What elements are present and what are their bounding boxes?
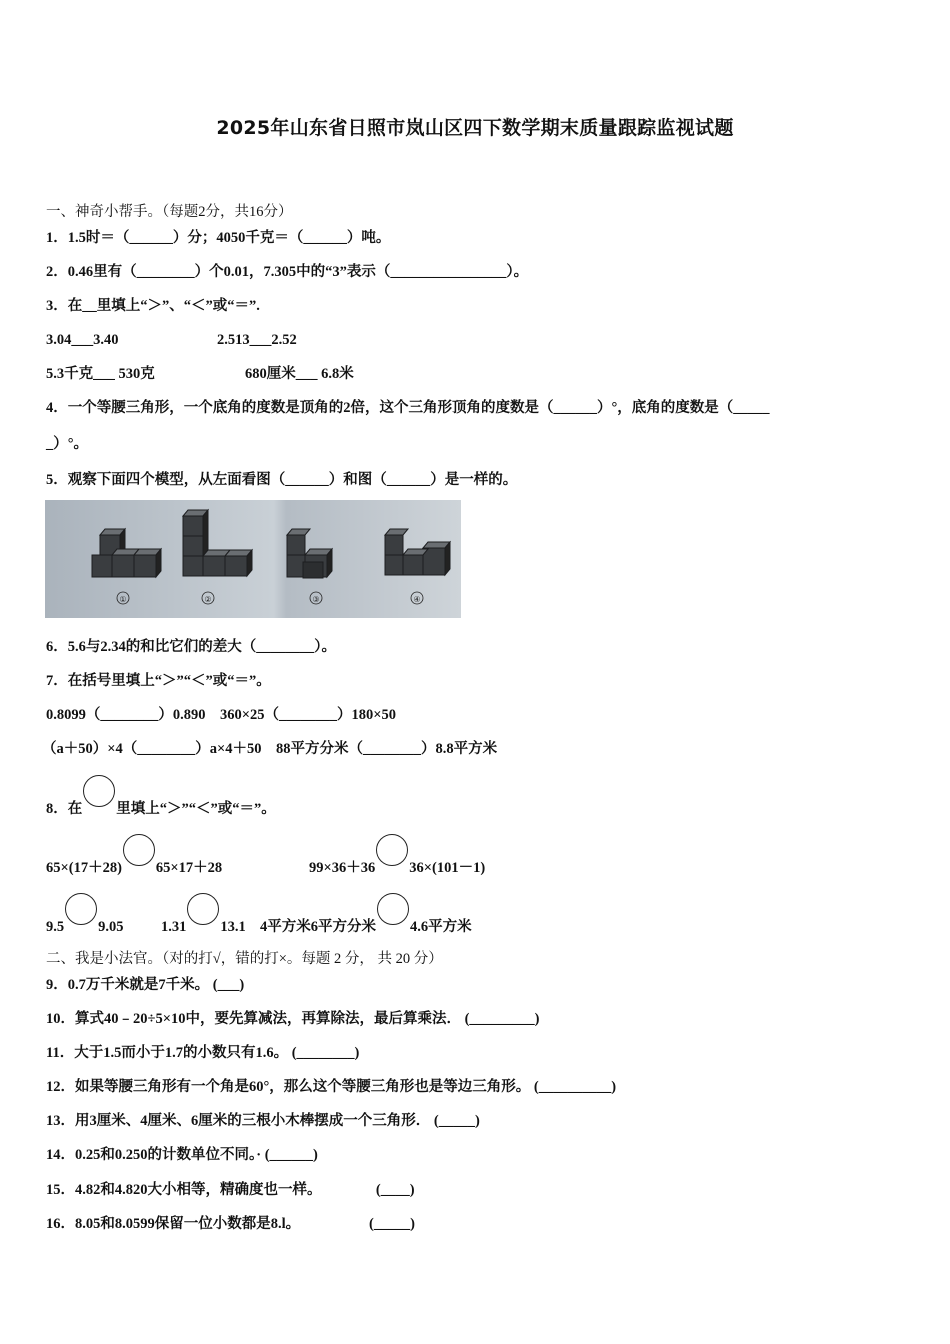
expr-right: 65×17＋28 <box>155 860 223 876</box>
page-title: 2025年山东省日照市岚山区四下数学期末质量跟踪监视试题 <box>216 117 734 139</box>
question-8-row-2-b <box>161 903 246 937</box>
answer-circle[interactable] <box>187 893 219 925</box>
question-8-row-2-a <box>46 903 124 937</box>
question-12: 12．如果等腰三角形有一个角是60°，那么这个等腰三角形也是等边三角形。 (__________) <box>46 1079 617 1095</box>
question-6: 6．5.6与2.34的和比它们的差大（________）。 <box>46 639 336 655</box>
expr-right: 9.05 <box>98 919 124 935</box>
model-label-1: ① <box>119 595 127 604</box>
question-10: 10．算式40﹣20÷5×10中，要先算减法，再算除法，最后算乘法． (_________) <box>46 1011 540 1027</box>
question-2: 2．0.46里有（________）个0.01，7.305中的“3”表示（________________）。 <box>46 264 529 280</box>
question-7-line-1: 0.8099（________）0.890 360×25（________）180×50 <box>46 707 397 723</box>
expr-left: 1.31 <box>161 919 187 935</box>
question-7: 7．在括号里填上“＞”“＜”或“＝”。 <box>46 673 271 689</box>
answer-circle[interactable] <box>123 834 155 866</box>
question-8 <box>46 785 276 819</box>
expr-left: 65×(17＋28) <box>46 860 122 876</box>
question-3-item-c: 5.3千克___ 530克 <box>46 366 155 382</box>
question-4-line-1: 4．一个等腰三角形，一个底角的度数是顶角的2倍，这个三角形顶角的度数是（______）°，底角的度数是（_____ <box>46 400 770 416</box>
answer-circle[interactable] <box>376 834 408 866</box>
question-1: 1．1.5时＝（______）分；4050千克＝（______）吨。 <box>46 230 391 246</box>
question-8-row-1-left <box>46 844 222 878</box>
question-9: 9．0.7万千米就是7千米。 (___) <box>46 977 245 993</box>
expr-left: 4平方米6平方分米 <box>260 919 376 935</box>
question-11: 11．大于1.5而小于1.7的小数只有1.6。 (________) <box>46 1045 360 1061</box>
model-label-3: ③ <box>312 595 320 604</box>
section-1-heading: 一、神奇小帮手。（每题2分，共16分） <box>46 204 293 220</box>
question-8-suffix: 里填上“＞”“＜”或“＝”。 <box>116 801 276 817</box>
question-16: 16．8.05和8.0599保留一位小数都是8.l。 (_____) <box>46 1216 415 1232</box>
question-8-row-2-c <box>260 903 472 937</box>
question-8-prefix: 8．在 <box>46 801 83 817</box>
expr-right: 36×(101－1) <box>409 860 486 876</box>
block-models-image <box>45 500 461 618</box>
model-label-2: ② <box>204 595 212 604</box>
section-2-heading: 二、我是小法官。（对的打√，错的打×。每题 2 分， 共 20 分） <box>46 951 443 967</box>
question-13: 13．用3厘米、4厘米、6厘米的三根小木棒摆成一个三角形． (_____) <box>46 1113 480 1129</box>
answer-circle[interactable] <box>83 775 115 807</box>
answer-circle[interactable] <box>65 893 97 925</box>
question-3-item-d: 680厘米___ 6.8米 <box>245 366 354 382</box>
question-14: 14．0.25和0.250的计数单位不同。· (______) <box>46 1147 318 1163</box>
expr-left: 9.5 <box>46 919 65 935</box>
model-label-4: ④ <box>413 595 421 604</box>
expr-right: 4.6平方米 <box>410 919 472 935</box>
question-3: 3．在__里填上“＞”、“＜”或“＝”. <box>46 298 260 314</box>
question-3-item-b: 2.513___2.52 <box>217 332 297 348</box>
question-15: 15．4.82和4.820大小相等，精确度也一样。 (____) <box>46 1182 415 1198</box>
question-7-line-2: （a＋50）×4（________）a×4＋50 88平方分米（________）8.8平方米 <box>42 741 498 757</box>
expr-right: 13.1 <box>220 919 246 935</box>
question-3-item-a: 3.04___3.40 <box>46 332 119 348</box>
question-8-row-1-right <box>309 844 485 878</box>
answer-circle[interactable] <box>377 893 409 925</box>
expr-left: 99×36＋36 <box>309 860 376 876</box>
question-5: 5．观察下面四个模型，从左面看图（______）和图（______）是一样的。 <box>46 472 518 488</box>
question-4-line-2: _）°。 <box>46 436 89 452</box>
